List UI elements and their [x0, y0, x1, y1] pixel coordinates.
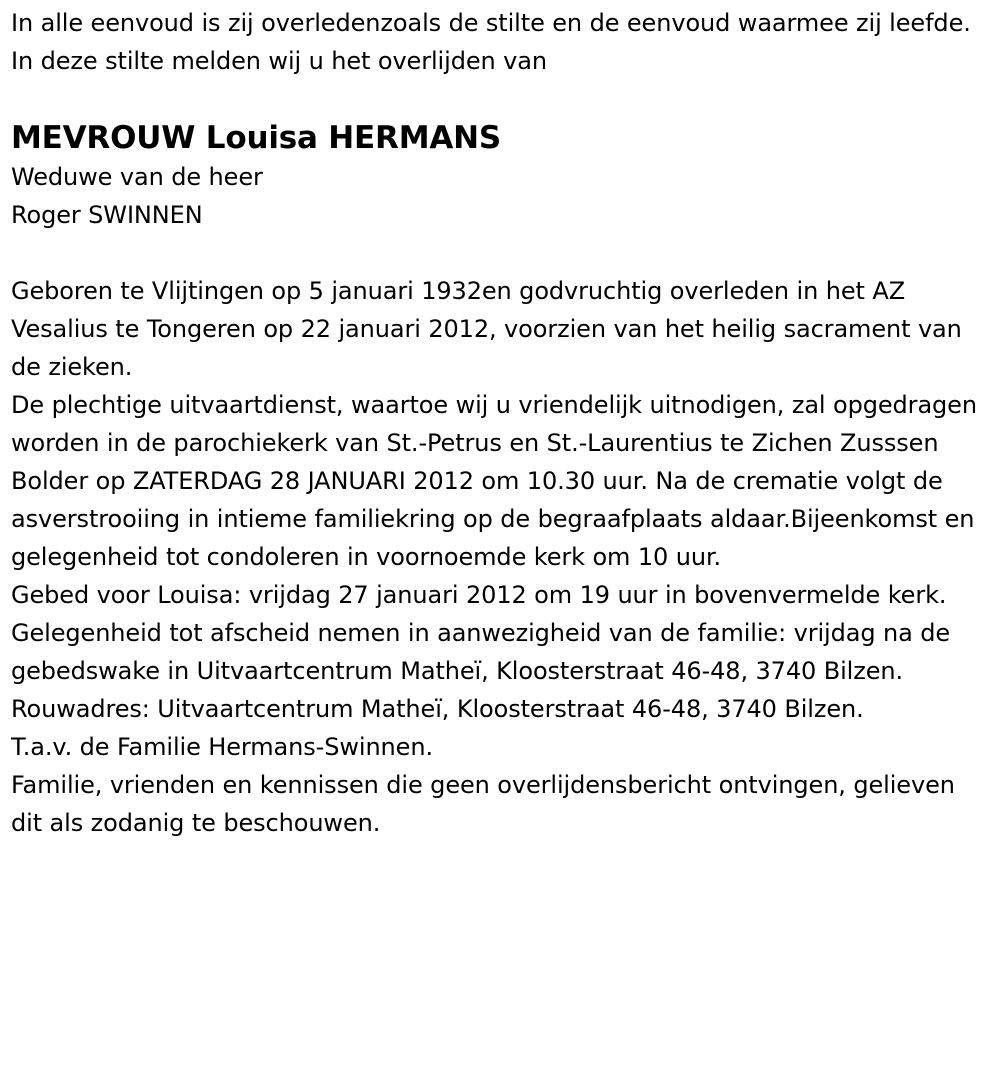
section-spacer-before-name [11, 80, 986, 118]
farewell-visitation-details: Gelegenheid tot afscheid nemen in aanwezigheid van de familie: vrijdag na de gebedswake in Uitvaartcentrum Matheï, Kloosterstraat 46-48, 3740 Bilzen. [11, 619, 951, 685]
deceased-relation-label: Weduwe van de heer [11, 163, 263, 191]
deceased-spouse-name: Roger SWINNEN [11, 201, 203, 229]
closing-notice: Familie, vrienden en kennissen die geen overlijdensbericht ontvingen, gelieven dit als zodanig te beschouwen. [11, 771, 955, 837]
funeral-service-details: De plechtige uitvaartdienst, waartoe wij u vriendelijk uitnodigen, zal opgedragen worden in de parochiekerk van St.-Petrus en St.-Laurentius te Zichen Zusssen Bolder op ZATERDAG 28 JANUARI 2012 om 10.30 uur. Na de crematie volgt de asverstrooiing in intieme familiekring op de begraafplaats aldaar.Bijeenkomst en gelegenheid tot condoleren in voornoemde kerk om 10 uur. [11, 391, 977, 571]
section-spacer-before-life [11, 234, 986, 272]
condolence-attention: T.a.v. de Familie Hermans-Swinnen. [11, 733, 433, 761]
notice-body [11, 4, 986, 842]
condolence-address: Rouwadres: Uitvaartcentrum Matheï, Kloosterstraat 46-48, 3740 Bilzen. [11, 695, 864, 723]
deceased-name: MEVROUW Louisa HERMANS [11, 120, 502, 156]
prayer-service-details: Gebed voor Louisa: vrijdag 27 januari 2012 om 19 uur in bovenvermelde kerk. [11, 581, 947, 609]
intro-line-simplicity: In alle eenvoud is zij overledenzoals de stilte en de eenvoud waarmee zij leefde. [11, 9, 971, 37]
birth-and-death-details: Geboren te Vlijtingen op 5 januari 1932en godvruchtig overleden in het AZ Vesalius te Tongeren op 22 januari 2012, voorzien van het heilig sacrament van de zieken. [11, 277, 962, 381]
intro-line-announcement: In deze stilte melden wij u het overlijden van [11, 47, 547, 75]
